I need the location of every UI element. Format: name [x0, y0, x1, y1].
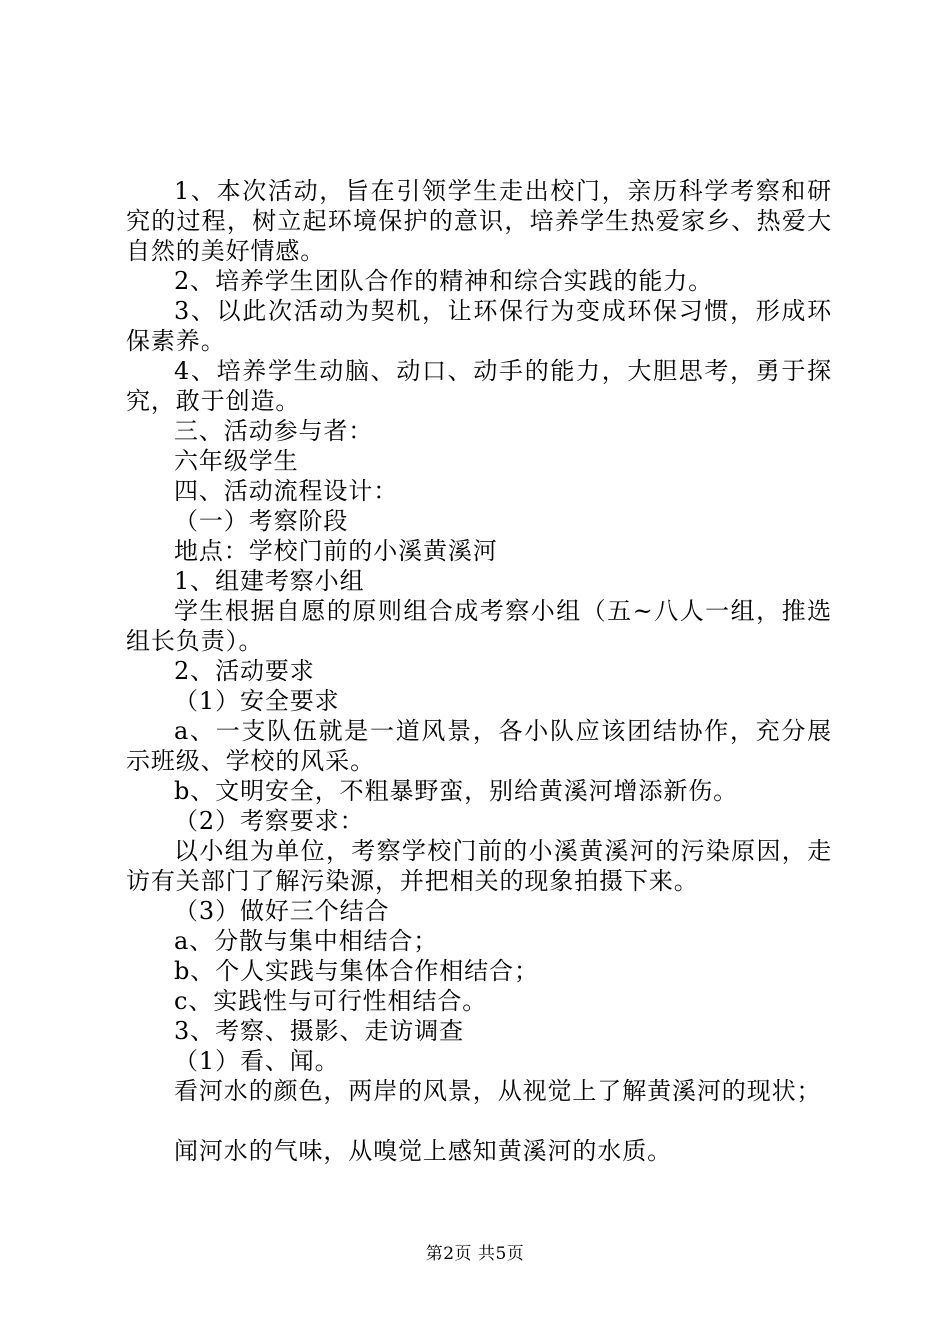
paragraph-combination-a: a、分散与集中相结合；: [174, 927, 439, 955]
page-number-footer: 第2页 共5页: [425, 1244, 525, 1264]
paragraph-combination-b: b、个人实践与集体合作相结合；: [174, 957, 539, 985]
paragraph-smell: 闻河水的气味，从嗅觉上感知黄溪河的水质。: [174, 1137, 672, 1165]
paragraph-objective-1: 1、本次活动，旨在引领学生走出校门，亲历科学考察和研究的过程，树立起环境保护的意识，培养学生热爱家乡、热爱大自然的美好情感。: [126, 177, 832, 265]
subheading-three-combinations: （3）做好三个结合: [174, 897, 390, 925]
subheading-requirements: 2、活动要求: [174, 657, 315, 685]
document-body: [126, 176, 832, 1166]
paragraph-objective-4: 4、培养学生动脑、动口、动手的能力，大胆思考，勇于探究，敢于创造。: [126, 357, 832, 415]
subheading-survey-stage: （一）考察阶段: [174, 507, 349, 535]
section-heading-process: 四、活动流程设计：: [174, 477, 399, 505]
paragraph-form-groups: 学生根据自愿的原则组合成考察小组（五~八人一组，推选组长负责）。: [126, 597, 832, 655]
subheading-form-groups: 1、组建考察小组: [174, 567, 365, 595]
subheading-investigation: 3、考察、摄影、走访调查: [174, 1017, 465, 1045]
paragraph-objective-3: 3、以此次活动为契机，让环保行为变成环保习惯，形成环保素养。: [126, 297, 832, 355]
subheading-safety: （1）安全要求: [174, 687, 340, 715]
paragraph-survey-requirements: 以小组为单位，考察学校门前的小溪黄溪河的污染原因，走访有关部门了解污染源，并把相关的现象拍摄下来。: [126, 837, 832, 895]
paragraph-participants: 六年级学生: [174, 447, 299, 475]
paragraph-safety-a: a、一支队伍就是一道风景，各小队应该团结协作，充分展示班级、学校的风采。: [126, 717, 832, 775]
paragraph-location: 地点：学校门前的小溪黄溪河: [174, 537, 498, 565]
paragraph-safety-b: b、文明安全，不粗暴野蛮，别给黄溪河增添新伤。: [174, 777, 739, 805]
paragraph-spacer: [126, 1106, 832, 1136]
section-heading-participants: 三、活动参与者：: [174, 417, 374, 445]
subheading-survey-requirements: （2）考察要求：: [174, 807, 365, 835]
paragraph-combination-c: c、实践性与可行性相结合。: [174, 987, 488, 1015]
subheading-look-smell: （1）看、闻。: [174, 1047, 340, 1075]
paragraph-objective-2: 2、培养学生团队合作的精神和综合实践的能力。: [174, 267, 714, 295]
paragraph-look: 看河水的颜色，两岸的风景，从视觉上了解黄溪河的现状；: [174, 1077, 822, 1105]
